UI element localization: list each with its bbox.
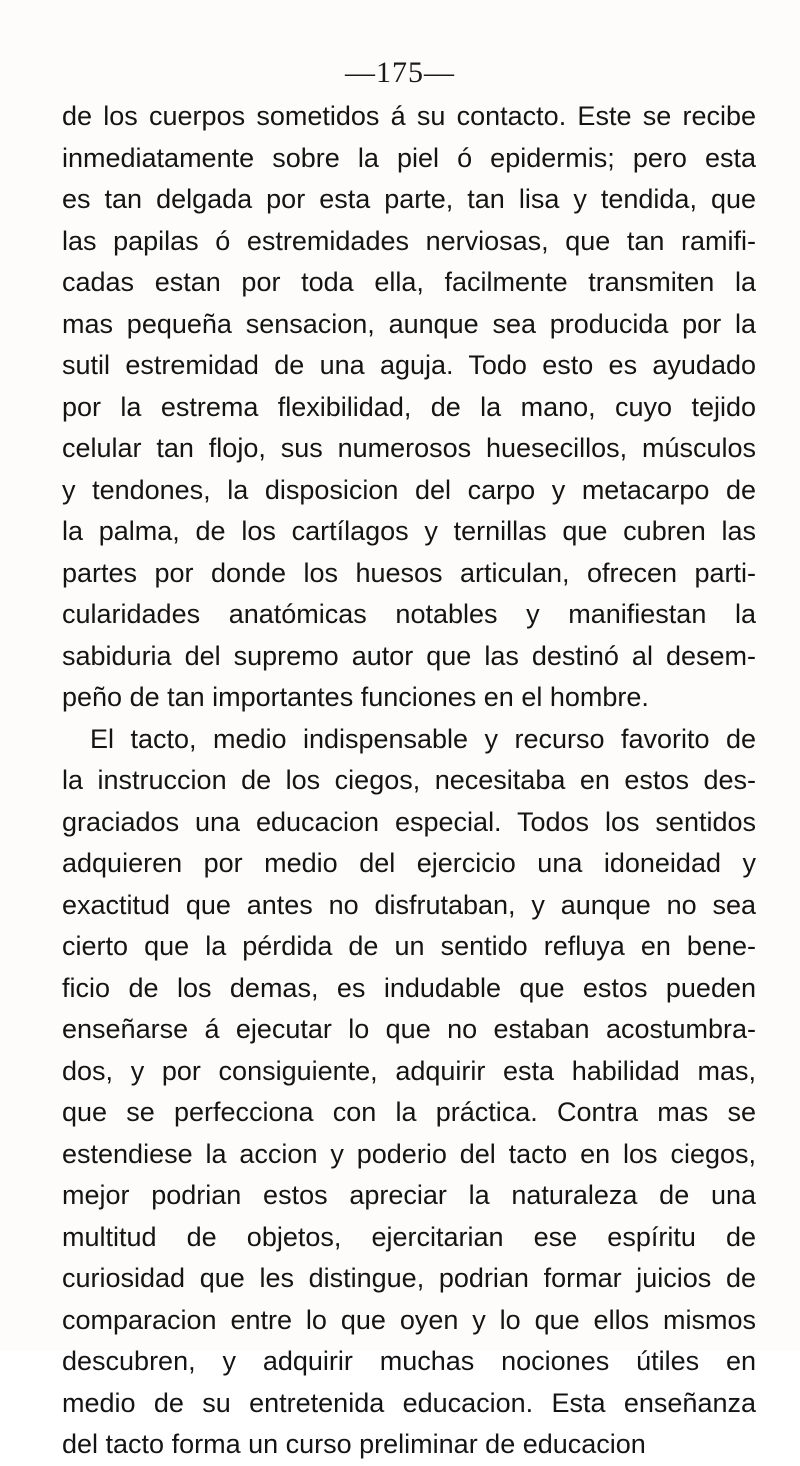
text-line: cadas estan por toda ella, facilmente transmiten la bbox=[62, 267, 756, 297]
text-line: del tacto forma un curso preliminar de educacion bbox=[62, 1429, 646, 1459]
text-line: peño de tan importantes funciones en el hombre. bbox=[62, 682, 649, 712]
text-line: sabiduria del supremo autor que las destinó al desem- bbox=[62, 640, 756, 671]
text-line: exactitud que antes no disfrutaban, y aunque no sea bbox=[62, 889, 756, 920]
text-line: mejor podrian estos apreciar la naturaleza de una bbox=[62, 1180, 756, 1210]
text-line: comparacion entre lo que oyen y lo que ellos mismos bbox=[62, 1304, 756, 1335]
page-number: —175— bbox=[345, 56, 455, 89]
text-line: adquieren por medio del ejercicio una idoneidad y bbox=[62, 848, 756, 878]
text-line: multitud de objetos, ejercitarian ese espíritu de bbox=[62, 1221, 756, 1252]
text-line: y tendones, la disposicion del carpo y metacarpo de bbox=[62, 474, 756, 505]
text-line: estendiese la accion y poderio del tacto en los ciegos, bbox=[62, 1138, 756, 1169]
text-line: enseñarse á ejecutar lo que no estaban acostumbra- bbox=[62, 1014, 756, 1044]
text-line: mas pequeña sensacion, aunque sea producida por la bbox=[62, 308, 756, 339]
text-line: que se perfecciona con la práctica. Contra mas se bbox=[62, 1097, 756, 1127]
text-line: de los cuerpos sometidos á su contacto. Este se recibe bbox=[62, 101, 756, 131]
text-line: dos, y por consiguiente, adquirir esta habilidad mas, bbox=[62, 1055, 756, 1086]
text-line: celular tan flojo, sus numerosos huesecillos, músculos bbox=[62, 433, 756, 463]
text-line: sutil estremidad de una aguja. Todo esto es ayudado bbox=[62, 350, 756, 380]
text-line: partes por donde los huesos articulan, ofrecen parti- bbox=[62, 557, 756, 588]
body-text bbox=[62, 96, 756, 1466]
text-line: graciados una educacion especial. Todos los sentidos bbox=[62, 806, 756, 837]
text-line: las papilas ó estremidades nerviosas, que tan ramifi- bbox=[62, 225, 756, 256]
text-line: cularidades anatómicas notables y manifiestan la bbox=[62, 599, 756, 629]
text-line: ficio de los demas, es indudable que estos pueden bbox=[62, 972, 756, 1003]
text-line: la palma, de los cartílagos y ternillas que cubren las bbox=[62, 516, 756, 546]
text-line: por la estrema flexibilidad, de la mano, cuyo tejido bbox=[62, 391, 756, 422]
text-line: curiosidad que les distingue, podrian formar juicios de bbox=[62, 1263, 756, 1293]
text-line: medio de su entretenida educacion. Esta enseñanza bbox=[62, 1387, 756, 1418]
text-line: El tacto, medio indispensable y recurso favorito de bbox=[90, 723, 756, 754]
text-line: es tan delgada por esta parte, tan lisa y tendida, que bbox=[62, 184, 756, 214]
text-line: la instruccion de los ciegos, necesitaba en estos des- bbox=[62, 765, 756, 795]
text-line: inmediatamente sobre la piel ó epidermis; pero esta bbox=[62, 142, 756, 173]
text-line: descubren, y adquirir muchas nociones útiles en bbox=[62, 1346, 756, 1376]
text-line: cierto que la pérdida de un sentido refluya en bene- bbox=[62, 931, 756, 961]
